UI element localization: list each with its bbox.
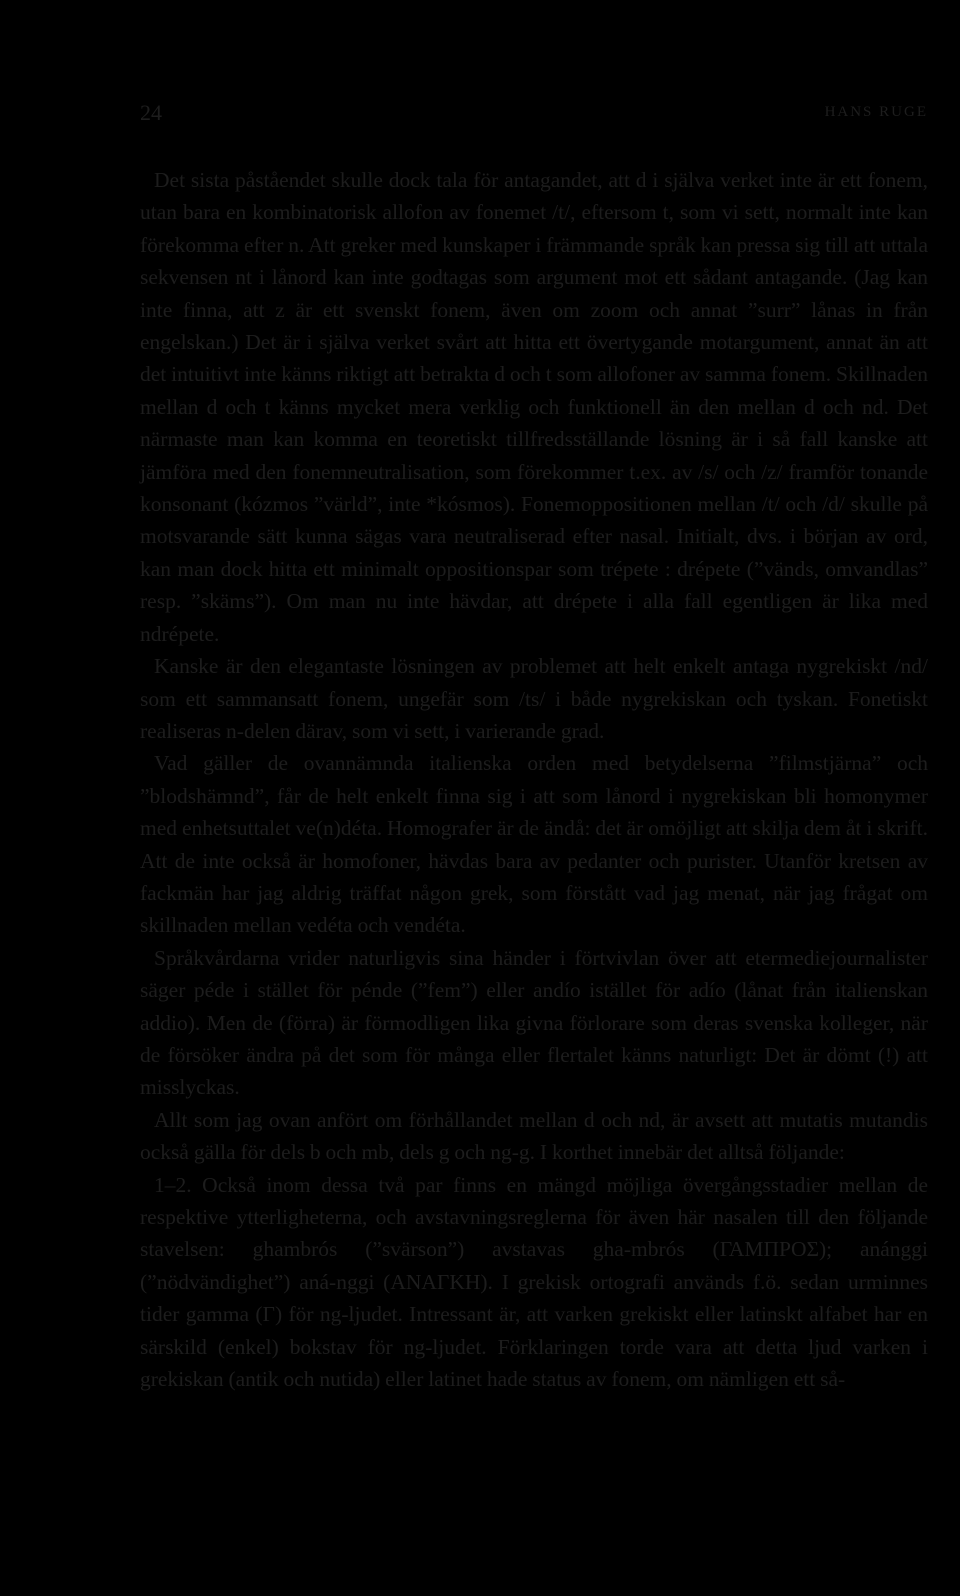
paragraph: 1–2. Också inom dessa två par finns en mängd möjliga övergångsstadier mellan de respektive ytterligheterna, och avstavningsreglerna för även här nasalen till den följande stavelsen: ghambrós (”svärson”) avstavas gha-mbrós (ΓΑΜΠΡΟΣ); anánggi (”nödvändighet”) aná-nggi (ΑΝΑΓΚΗ). I grekisk ortografi används f.ö. sedan urminnes tider gamma (Γ) för ng-ljudet. Intressant är, att varken grekiskt eller latinskt alfabet har en särskild (enkel) bokstav för ng-ljudet. Förklaringen torde vara att detta ljud varken i grekiskan (antik och nutida) eller latinet hade status av fonem, om nämligen ett så-: [140, 1172, 928, 1392]
page-number: 24: [140, 100, 162, 125]
running-head-author: HANS RUGE: [824, 104, 928, 120]
paragraph: Allt som jag ovan anfört om förhållandet mellan d och nd, är avsett att mutatis mutandis också gälla för dels b och mb, dels g och ng-g. I korthet innebär det alltså följande:: [140, 1107, 928, 1165]
paragraph: Vad gäller de ovannämnda italienska orden med betydelserna ”filmstjärna” och ”blodshämnd”, får de helt enkelt finna sig i att som lånord i nygrekiskan bli homonymer med enhetsuttalet ve(n)déta. Homografer är de ändå: det är omöjligt att skilja dem åt i skrift. Att de inte också är homofoner, hävdas bara av pedanter och purister. Utanför kretsen av fackmän har jag aldrig träffat någon grek, som förstått vad jag menat, när jag frågat om skillnaden mellan vedéta och vendéta.: [140, 751, 928, 938]
body-text: [140, 164, 928, 1395]
running-head: [140, 100, 928, 130]
paragraph: Kanske är den elegantaste lösningen av problemet att helt enkelt antaga nygrekiskt /nd/ som ett sammansatt fonem, ungefär som /ts/ i både nygrekiskan och tyskan. Fonetiskt realiseras n-delen därav, som vi sett, i varierande grad.: [140, 654, 928, 743]
paragraph: Det sista påståendet skulle dock tala för antagandet, att d i själva verket inte är ett fonem, utan bara en kombinatorisk allofon av fonemet /t/, eftersom t, som vi sett, normalt inte kan förekomma efter n. Att greker med kunskaper i främmande språk kan pressa sig till att uttala sekvensen nt i lånord kan inte godtagas som argument mot ett sådant antagande. (Jag kan inte finna, att z är ett svenskt fonem, även om zoom och annat ”surr” lånas in från engelskan.) Det är i själva verket svårt att hitta ett övertygande motargument, annat än att det intuitivt inte känns riktigt att betrakta d och t som allofoner av samma fonem. Skillnaden mellan d och t känns mycket mera verklig och funktionell än den mellan d och nd. Det närmaste man kan komma en teoretiskt tillfredsställande lösning är i så fall kanske att jämföra med den fonemneutralisation, som förekommer t.ex. av /s/ och /z/ framför tonande konsonant (kózmos ”värld”, inte *kósmos). Fonemoppositionen mellan /t/ och /d/ skulle på motsvarande sätt kunna sägas vara neutraliserad efter nasal. Initialt, dvs. i början av ord, kan man dock hitta ett minimalt oppositionspar som trépete : drépete (”vänds, omvandlas” resp. ”skäms”). Om man nu inte hävdar, att drépete i alla fall egentligen är lika med ndrépete.: [140, 168, 928, 646]
paragraph: Språkvårdarna vrider naturligvis sina händer i förtvivlan över att etermediejournalister säger péde i stället för pénde (”fem”) eller andío istället för adío (lånat från italienskan addio). Men de (förra) är förmodligen lika givna förlorare som deras svenska kolleger, när de försöker ändra på det som för många eller flertalet känns naturligt: Det är dömt (!) att misslyckas.: [140, 945, 928, 1100]
